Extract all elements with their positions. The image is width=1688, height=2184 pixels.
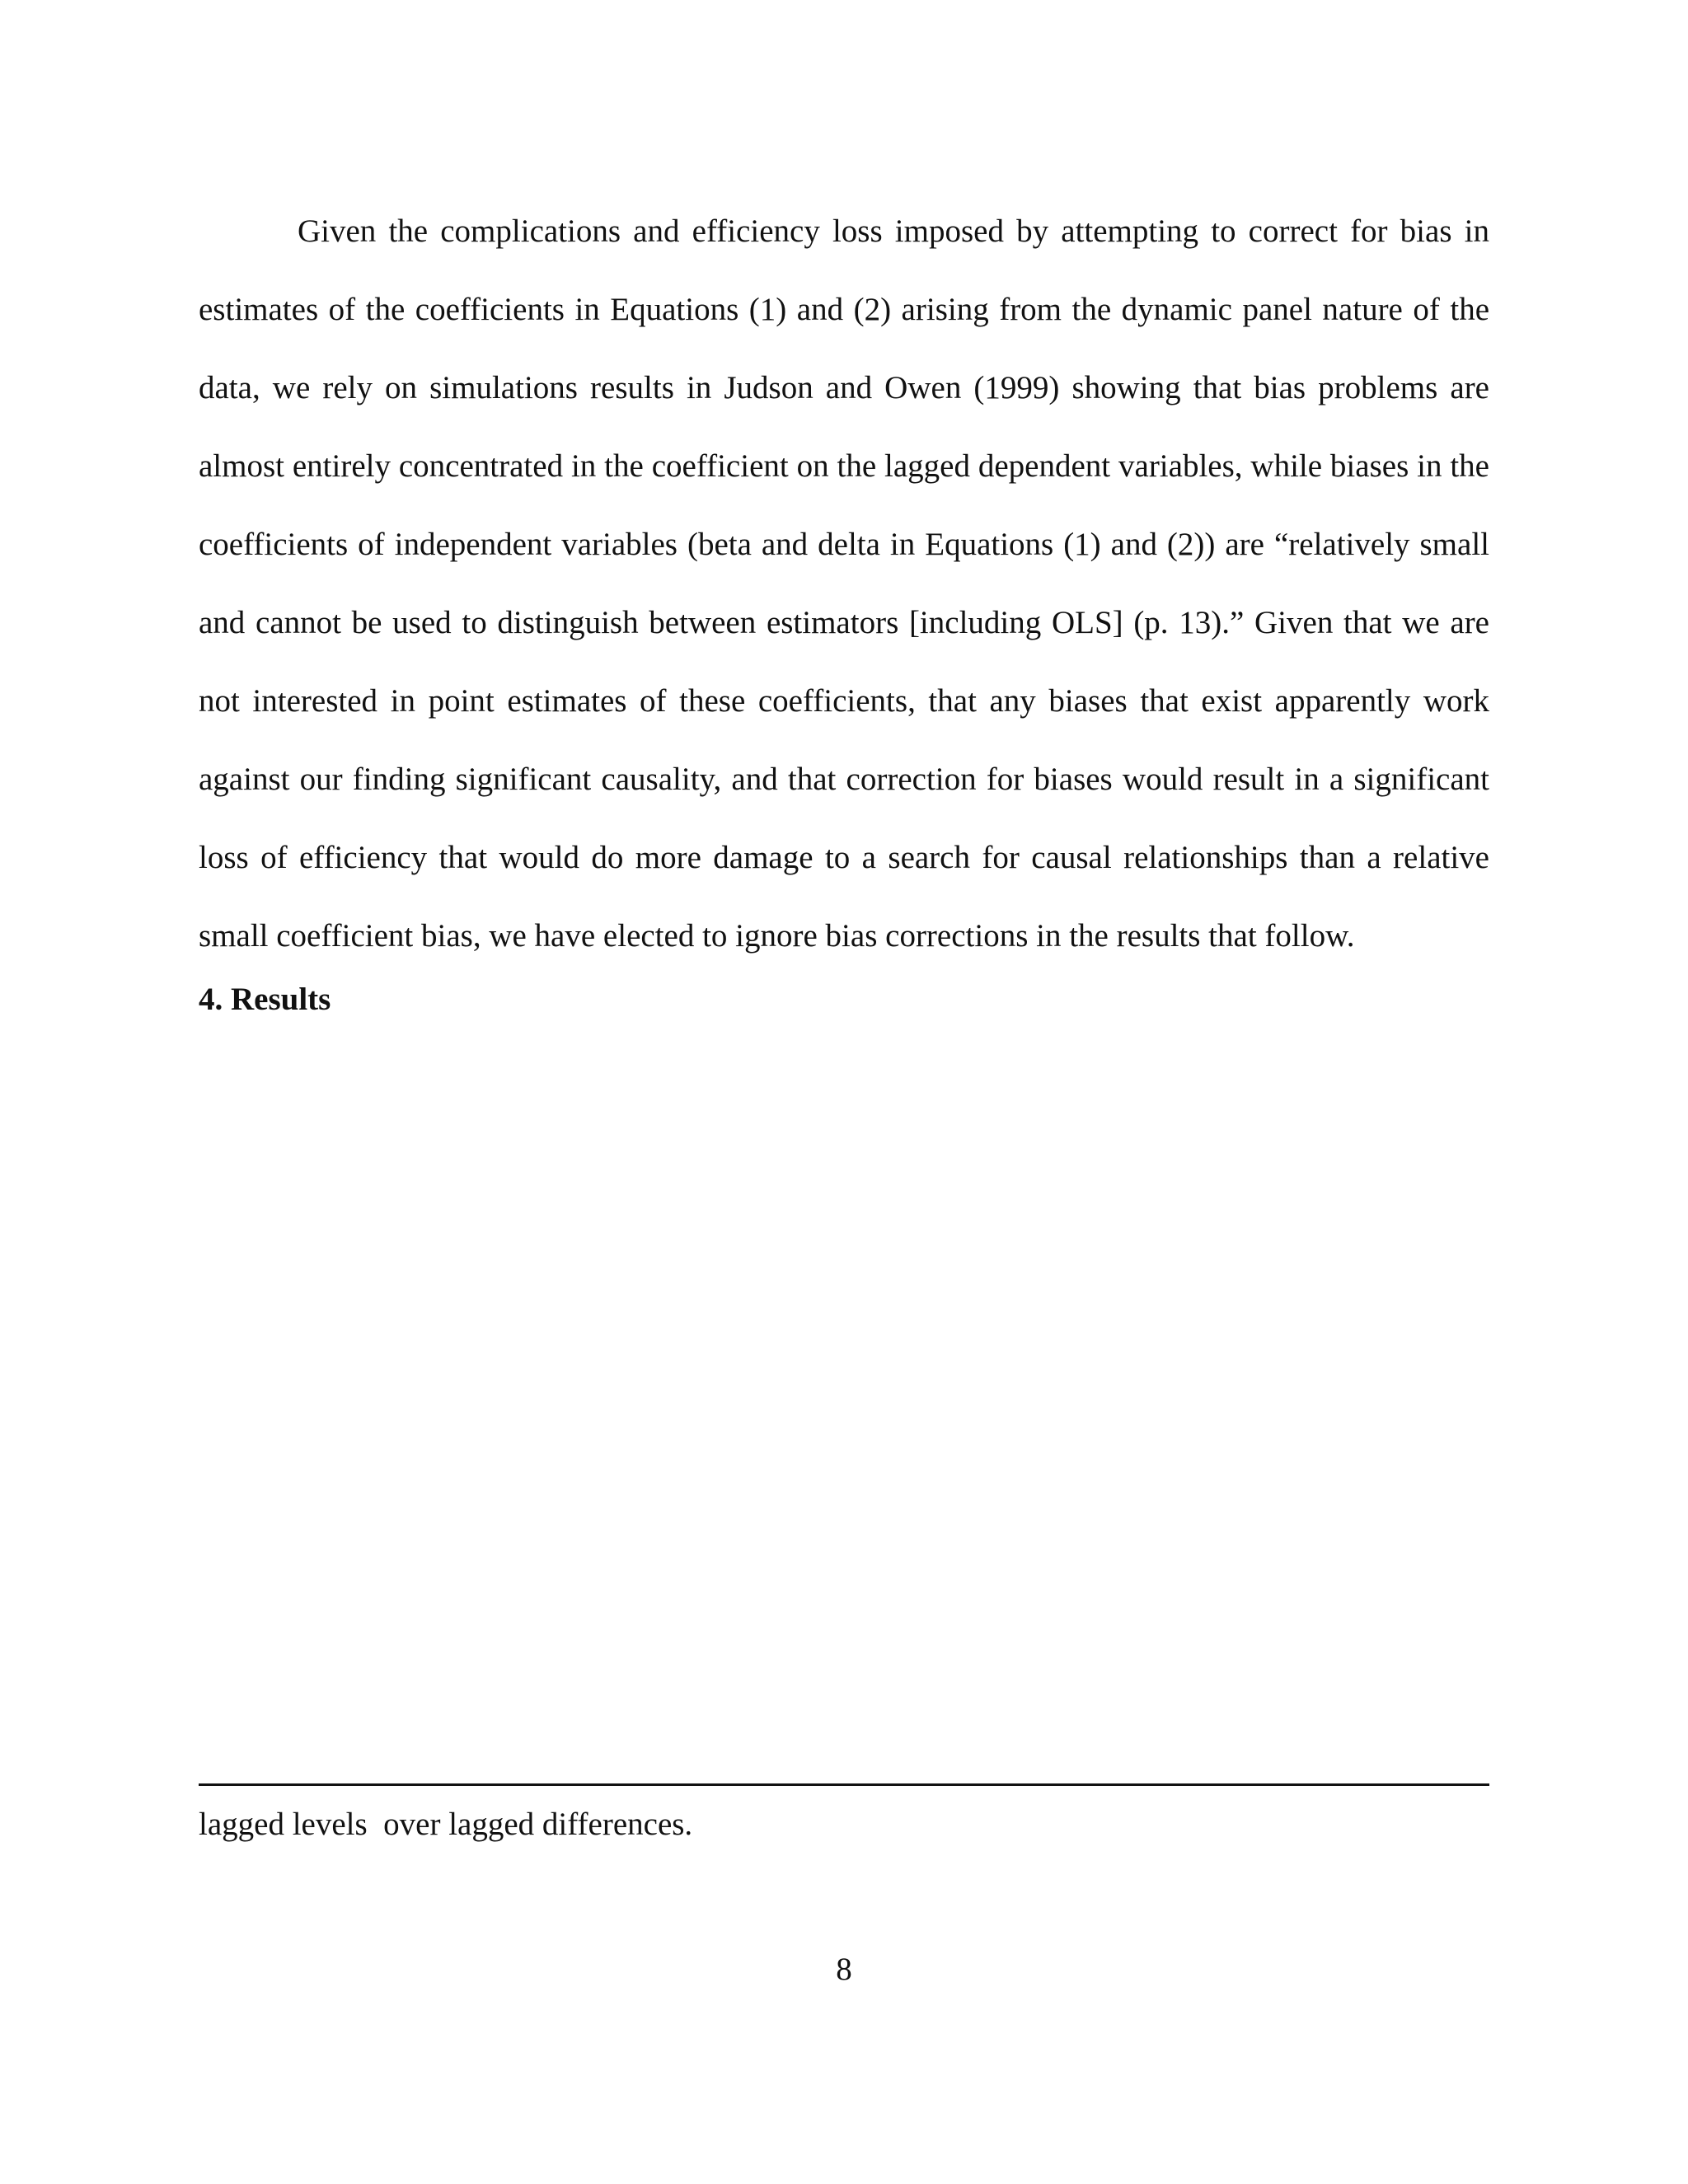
section-heading: 4. Results — [199, 982, 331, 1017]
page-number: 8 — [836, 1952, 852, 1987]
footnote-divider — [199, 1783, 1489, 1786]
footnote-text: lagged levels over lagged differences. — [199, 1807, 693, 1842]
body-paragraph: Given the complications and efficiency loss imposed by attempting to correct for bias in estimates of the coefficients in Equations (1) and (2) arising from the dynamic panel nature of the data, we rely on simulations results in Judson and Owen (1999) showing that bias problems are almost entirely concentrated in the coefficient on the lagged dependent variables, while biases in the coefficients of independent variables (beta and delta in Equations (1) and (2)) are “relatively small and cannot be used to distinguish between estimators [including OLS] (p. 13).” Given that we are not interested in point estimates of these coefficients, that any biases that exist apparently work against our finding significant causality, and that correction for biases would result in a significant loss of efficiency that would do more damage to a search for causal relationships than a relative small coefficient bias, we have elected to ignore bias corrections in the results that follow. — [199, 213, 1489, 954]
